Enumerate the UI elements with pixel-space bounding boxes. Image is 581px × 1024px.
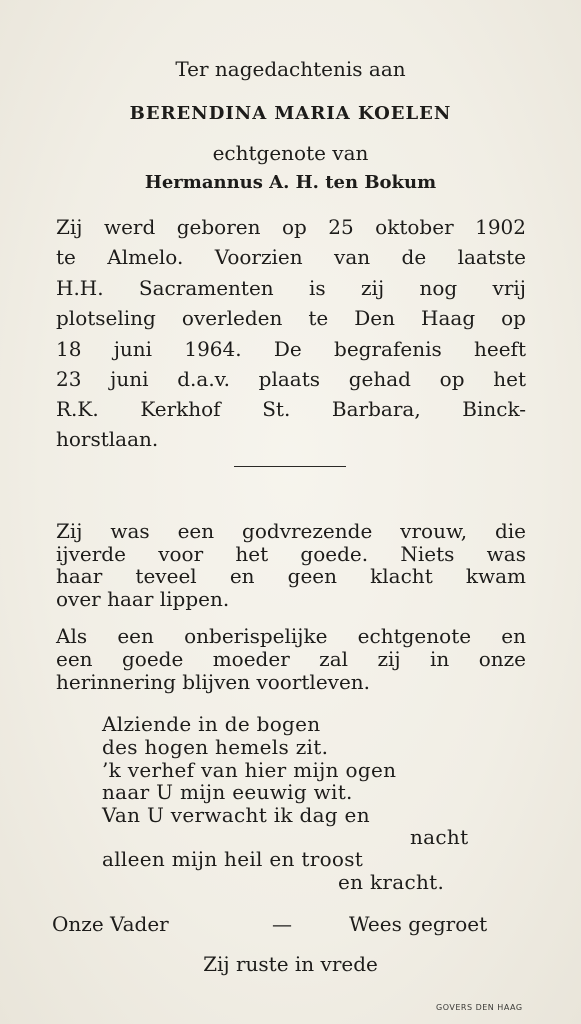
poem-line: Alziende in de bogen bbox=[102, 712, 321, 736]
closing-text: Zij ruste in vrede bbox=[203, 952, 378, 976]
biography-line: horstlaan. bbox=[56, 427, 159, 451]
tribute-line: Zij was een godvrezende vrouw, die bbox=[56, 519, 526, 543]
prayer-our-father: Onze Vader bbox=[52, 912, 169, 936]
intro-text: Ter nagedachtenis aan bbox=[175, 57, 406, 81]
poem-line: ’k verhef van hier mijn ogen bbox=[102, 758, 397, 782]
tribute-line: Als een onberispelijke echtgenote en bbox=[56, 624, 526, 648]
tribute-line: een goede moeder zal zij in onze bbox=[56, 647, 526, 671]
biography-line: Zij werd geboren op 25 oktober 1902 bbox=[56, 215, 526, 239]
divider-rule bbox=[234, 466, 346, 467]
relation-text: echtgenote van bbox=[212, 141, 369, 165]
tribute-line: over haar lippen. bbox=[56, 587, 230, 611]
prayer-separator: — bbox=[272, 912, 292, 936]
poem-line: nacht bbox=[410, 825, 469, 849]
biography-line: R.K. Kerkhof St. Barbara, Binck- bbox=[56, 397, 526, 421]
tribute-line: haar teveel en geen klacht kwam bbox=[56, 564, 526, 588]
poem-line: alleen mijn heil en troost bbox=[102, 847, 364, 871]
deceased-name: BERENDINA MARIA KOELEN bbox=[129, 103, 452, 124]
prayer-hail-mary: Wees gegroet bbox=[349, 912, 488, 936]
tribute-line: herinnering blijven voortleven. bbox=[56, 670, 371, 694]
biography-line: 23 juni d.a.v. plaats gehad op het bbox=[56, 367, 526, 391]
biography-line: 18 juni 1964. De begrafenis heeft bbox=[56, 337, 526, 361]
biography-line: H.H. Sacramenten is zij nog vrij bbox=[56, 276, 526, 300]
husband-name: Hermannus A. H. ten Bokum bbox=[144, 172, 437, 193]
tribute-line: ijverde voor het goede. Niets was bbox=[56, 542, 526, 566]
poem-line: des hogen hemels zit. bbox=[102, 735, 329, 759]
biography-line: te Almelo. Voorzien van de laatste bbox=[56, 245, 526, 269]
poem-line: Van U verwacht ik dag en bbox=[102, 803, 370, 827]
biography-line: plotseling overleden te Den Haag op bbox=[56, 306, 526, 330]
printer-imprint: GOVERS DEN HAAG bbox=[436, 1003, 523, 1012]
poem-line: en kracht. bbox=[338, 870, 445, 894]
poem-line: naar U mijn eeuwig wit. bbox=[102, 780, 353, 804]
